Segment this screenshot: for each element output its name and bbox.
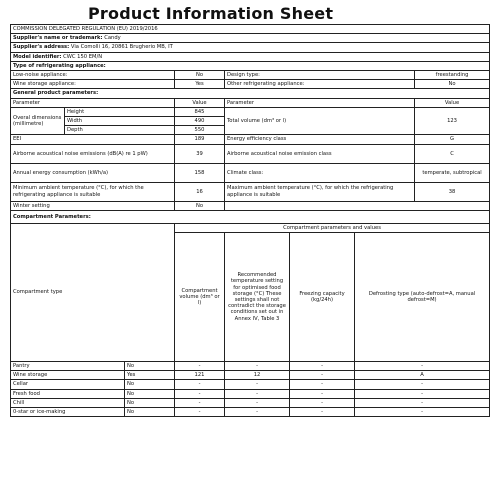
type-value-1: Yes [175, 80, 225, 89]
dimensions-row [11, 107, 490, 116]
winter-row [11, 201, 490, 210]
model-label: Model identifier: [13, 53, 62, 60]
page-title: Product Information Sheet [88, 4, 334, 23]
noise-class-label: Airborne acoustical noise emission class [225, 144, 415, 163]
width-value: 490 [175, 117, 225, 126]
type-label-2: Other refrigerating appliance: [225, 80, 415, 89]
type-heading: Type of refrigerating appliance: [11, 61, 490, 70]
compartment-freezing: - [290, 389, 355, 398]
min-temp-label: Minimum ambient temperature (°C), for which the refrigerating appliance is suitable [11, 182, 175, 201]
compartment-volume: - [175, 362, 225, 371]
compartment-freezing: - [290, 371, 355, 380]
compartment-row [11, 371, 490, 380]
type-heading-row [11, 61, 490, 70]
noise-class-value: C [415, 144, 490, 163]
dimensions-label: Overal dimensions (millimetre) [11, 107, 65, 135]
type-row [11, 71, 490, 80]
general-heading-row [11, 89, 490, 98]
type-label-1: Low-noise appliance: [11, 71, 175, 80]
param-header-row [11, 98, 490, 107]
compartment-name: Pantry [11, 362, 125, 371]
address-label: Supplier's address: [13, 44, 70, 51]
supplier-row [11, 34, 490, 43]
compartment-present: No [125, 398, 175, 407]
type-label-2: Design type: [225, 71, 415, 80]
compartment-freezing: - [290, 408, 355, 417]
compartment-volume: - [175, 389, 225, 398]
volume-header: Compartment volume (dm³ or l) [175, 233, 225, 362]
compartment-volume: - [175, 380, 225, 389]
compartment-name: Wine storage [11, 371, 125, 380]
type-row [11, 80, 490, 89]
type-value-2: freestanding [415, 71, 490, 80]
depth-value: 550 [175, 126, 225, 135]
eei-row [11, 135, 490, 144]
compartment-row [11, 380, 490, 389]
compartment-name: Chill [11, 398, 125, 407]
noise-row [11, 144, 490, 163]
height-value: 845 [175, 107, 225, 116]
energy-row [11, 163, 490, 182]
type-value-1: No [175, 71, 225, 80]
compartment-heading-row [11, 210, 490, 223]
compartment-row [11, 408, 490, 417]
compartment-name: Cellar [11, 380, 125, 389]
compartment-defrost: - [355, 389, 490, 398]
compartment-row [11, 389, 490, 398]
compartment-heading: Compartment Parameters: [11, 210, 490, 223]
energy-value: 158 [175, 163, 225, 182]
climate-value: temperate, subtropical [415, 163, 490, 182]
param-header-left: Parameter [11, 98, 175, 107]
height-label: Height [65, 107, 175, 116]
compartment-freezing: - [290, 362, 355, 371]
supplier-label: Supplier's name or trademark: [13, 35, 103, 42]
compartment-temp: - [225, 380, 290, 389]
address-value: Via Comolli 16, 20861 Brugherio MB, IT [70, 44, 173, 51]
depth-label: Depth [65, 126, 175, 135]
address-row [11, 43, 490, 52]
compartment-temp: 12 [225, 371, 290, 380]
winter-value: No [175, 201, 225, 210]
regulation-row [11, 25, 490, 34]
ambient-temperature-row [11, 182, 490, 201]
type-label-1: Wine storage appliance: [11, 80, 175, 89]
info-table [10, 24, 490, 417]
compartment-defrost: - [355, 408, 490, 417]
freezing-header: Freezing capacity (kg/24h) [290, 233, 355, 362]
compartment-name: Fresh food [11, 389, 125, 398]
value-header-right: Value [415, 98, 490, 107]
energy-class-label: Energy efficiency class [225, 135, 415, 144]
min-temp-value: 16 [175, 182, 225, 201]
compartment-temp: - [225, 389, 290, 398]
compartment-freezing: - [290, 398, 355, 407]
max-temp-value: 38 [415, 182, 490, 201]
regulation-text: COMMISSION DELEGATED REGULATION (EU) 2019/2016 [11, 25, 490, 34]
energy-label: Annual energy consumption (kWh/a) [11, 163, 175, 182]
energy-class-value: G [415, 135, 490, 144]
compartment-present: No [125, 389, 175, 398]
compartment-freezing: - [290, 380, 355, 389]
max-temp-label: Maximum ambient temperature (°C), for which the refrigerating appliance is suitable [225, 182, 415, 201]
compartment-group-header-row [11, 223, 490, 232]
compartment-defrost: - [355, 362, 490, 371]
defrost-header: Defrosting type (auto-defrost=A, manual defrost=M) [355, 233, 490, 362]
compartment-temp: - [225, 398, 290, 407]
compartment-present: No [125, 380, 175, 389]
compartment-temp: - [225, 362, 290, 371]
compartment-volume: 121 [175, 371, 225, 380]
total-volume-value: 123 [415, 107, 490, 135]
total-volume-label: Total volume (dm³ or l) [225, 107, 415, 135]
width-label: Width [65, 117, 175, 126]
compartment-name: 0-star or ice-making [11, 408, 125, 417]
compartment-type-header: Compartment type [11, 223, 175, 361]
winter-label: Winter setting [11, 201, 175, 210]
value-header-left: Value [175, 98, 225, 107]
compartment-defrost: - [355, 398, 490, 407]
model-row [11, 52, 490, 61]
compartment-volume: - [175, 408, 225, 417]
compartment-present: No [125, 408, 175, 417]
param-header-right: Parameter [225, 98, 415, 107]
type-value-2: No [415, 80, 490, 89]
general-heading: General product parameters: [11, 89, 490, 98]
climate-label: Climate class: [225, 163, 415, 182]
compartment-present: Yes [125, 371, 175, 380]
compartment-defrost: A [355, 371, 490, 380]
compartment-volume: - [175, 398, 225, 407]
compartment-defrost: - [355, 380, 490, 389]
temp-header: Recommended temperature setting for optimised food storage (°C) These settings shall not contradict the storage conditions set out in Annex IV, Table 3 [225, 233, 290, 362]
compartment-row [11, 362, 490, 371]
compartment-group-header: Compartment parameters and values [175, 223, 490, 232]
compartment-row [11, 398, 490, 407]
product-information-sheet [10, 4, 489, 417]
eei-value: 189 [175, 135, 225, 144]
noise-label: Airborne acoustical noise emissions (dB(A) re 1 pW) [11, 144, 175, 163]
supplier-value: Candy [104, 35, 121, 42]
compartment-present: No [125, 362, 175, 371]
eei-label: EEI [11, 135, 175, 144]
model-value: CWC 150 EM/N [63, 53, 103, 60]
compartment-temp: - [225, 408, 290, 417]
noise-value: 39 [175, 144, 225, 163]
